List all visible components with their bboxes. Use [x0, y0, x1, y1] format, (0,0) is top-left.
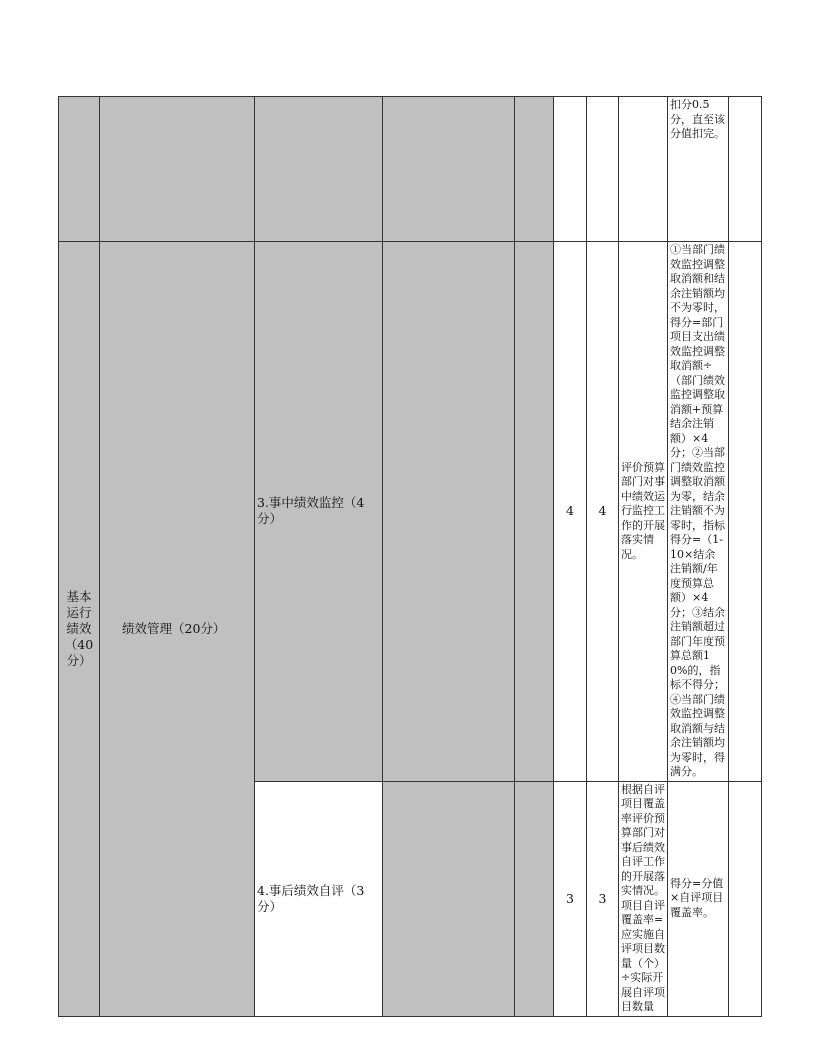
- blank-cell: [383, 242, 515, 782]
- blank-cell: [515, 242, 554, 782]
- score-value: 4: [587, 242, 619, 782]
- blank-cell: [515, 781, 554, 1016]
- table-row: [59, 242, 762, 782]
- indicator-cell: [255, 97, 383, 242]
- remark-cell: [729, 97, 762, 242]
- remark-cell: [729, 242, 762, 782]
- weight-value: 3: [554, 781, 587, 1016]
- indicator-label: 4.事后绩效自评（3分）: [255, 781, 383, 1016]
- subcategory-cell: [100, 97, 255, 242]
- score-cell: [587, 97, 619, 242]
- description-text: 根据自评项目覆盖率评价预算部门对事后绩效自评工作的开展落实情况。项目自评覆盖率=应实施自评项目数量（个）÷实际开展自评项目数量: [619, 781, 668, 1016]
- category-label: 基本运行绩效（40分）: [59, 242, 100, 1017]
- weight-value: 4: [554, 242, 587, 782]
- scoring-rule-cell: 扣分0.5分，直至该分值扣完。: [668, 97, 729, 242]
- blank-cell: [383, 97, 515, 242]
- category-cell: [59, 97, 100, 242]
- scoring-rule-text: ①当部门绩效监控调整取消额和结余注销额均不为零时，得分=部门项目支出绩效监控调整取消额÷（部门绩效监控调整取消额+预算结余注销额）×4分；②当部门绩效监控调整取消额为零，结余注销额不为零时，指标得分=（1-10×结余注销额/年度预算总额）×4分；③结余注销额超过部门年度预算总额10%的，指标不得分；④当部门绩效监控调整取消额与结余注销额均为零时，得满分。: [668, 242, 729, 782]
- blank-cell: [383, 781, 515, 1016]
- evaluation-table: [58, 96, 762, 1017]
- blank-cell: [515, 97, 554, 242]
- weight-cell: [554, 97, 587, 242]
- description-text: 评价预算部门对事中绩效运行监控工作的开展落实情况。: [619, 242, 668, 782]
- scoring-rule-text: 得分=分值×自评项目覆盖率。: [668, 781, 729, 1016]
- description-cell: [619, 97, 668, 242]
- score-value: 3: [587, 781, 619, 1016]
- remark-cell: [729, 781, 762, 1016]
- subcategory-label: 绩效管理（20分）: [100, 242, 255, 1017]
- indicator-label: 3.事中绩效监控（4分）: [255, 242, 383, 782]
- table-row: [59, 97, 762, 242]
